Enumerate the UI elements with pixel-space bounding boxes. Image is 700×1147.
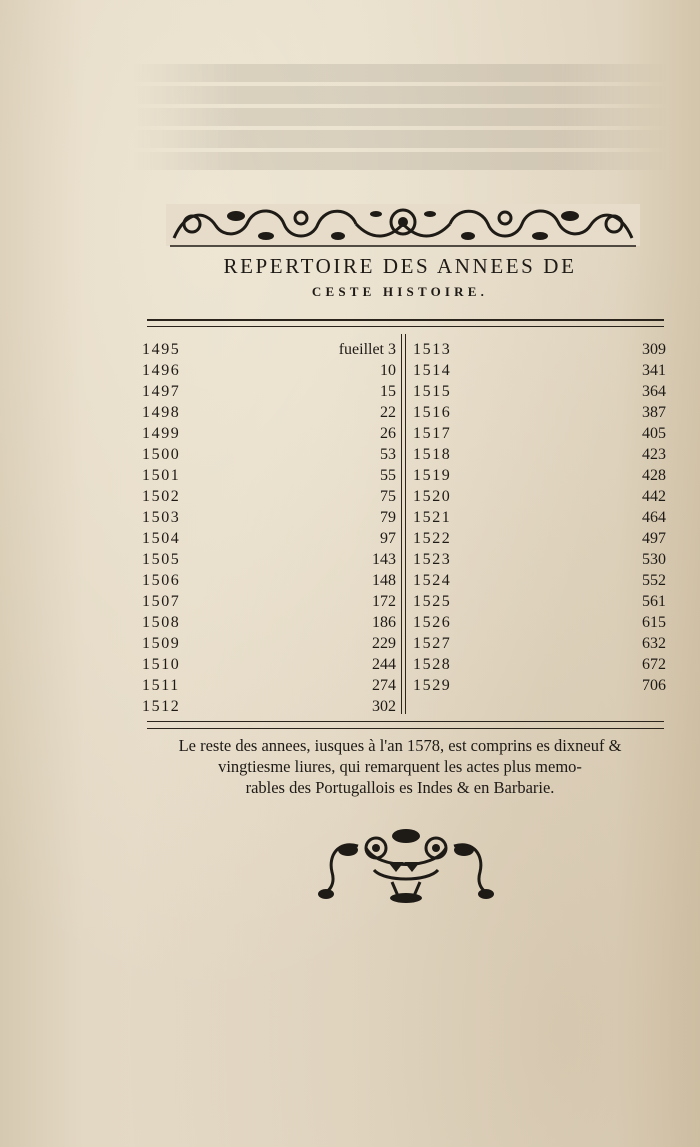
table-row [142,549,396,570]
page-number: 302 [372,698,396,715]
page-number: 405 [642,425,666,442]
year: 1504 [142,530,181,547]
page-number: 632 [642,635,666,652]
tailpiece-vase-ornament [318,826,494,906]
year: 1522 [413,530,452,547]
table-row [142,486,396,507]
table-row [142,570,396,591]
year: 1500 [142,446,181,463]
year: 1506 [142,572,181,589]
year: 1526 [413,614,452,631]
table-row [142,360,396,381]
page-number: 97 [380,530,396,547]
table-row [413,591,666,612]
year: 1527 [413,635,452,652]
page-number: 672 [642,656,666,673]
year: 1508 [142,614,181,631]
year: 1499 [142,425,181,442]
column-divider [401,334,406,714]
year: 1514 [413,362,452,379]
page-number: 10 [380,362,396,379]
page-number: 79 [380,509,396,526]
year: 1521 [413,509,452,526]
table-row [142,612,396,633]
table-row [413,612,666,633]
page-title: REPERTOIRE DES ANNEES DE [223,254,577,278]
table-row [142,528,396,549]
page-number: 274 [372,677,396,694]
year: 1515 [413,383,452,400]
year: 1517 [413,425,452,442]
page-number: 428 [642,467,666,484]
page-number: 229 [372,635,396,652]
left-column [142,339,396,717]
page-number: 55 [380,467,396,484]
page-number: 186 [372,614,396,631]
table-row [142,381,396,402]
page-number: 530 [642,551,666,568]
page-number: fueillet 3 [338,341,396,358]
year: 1511 [142,677,180,694]
table-row [413,675,666,696]
page-number: 244 [372,656,396,673]
page-number: 423 [642,446,666,463]
table-row [413,381,666,402]
page-number: 497 [642,530,666,547]
page-number: 75 [380,488,396,505]
note-line: Le reste des annees, iusques à l'an 1578, est comprins es dixneuf & [178,736,622,755]
year: 1498 [142,404,181,421]
page-number: 464 [642,509,666,526]
page-number: 22 [380,404,396,421]
year: 1512 [142,698,181,715]
year: 1507 [142,593,181,610]
year: 1503 [142,509,181,526]
table-row [142,402,396,423]
table-top-rule-thin [147,326,664,327]
table-row [142,633,396,654]
closing-note [160,735,640,798]
year: 1509 [142,635,181,652]
page-number: 148 [372,572,396,589]
note-line: rables des Portugallois es Indes & en Barbarie. [245,778,555,797]
year: 1510 [142,656,181,673]
year: 1524 [413,572,452,589]
page-number: 172 [372,593,396,610]
page-number: 15 [380,383,396,400]
year: 1513 [413,341,452,358]
page-number: 309 [642,341,666,358]
table-row [413,633,666,654]
table-row [413,654,666,675]
year: 1525 [413,593,452,610]
headpiece-ornament [166,200,640,250]
page-number: 341 [642,362,666,379]
table-row [142,696,396,717]
page-number: 53 [380,446,396,463]
page-number: 706 [642,677,666,694]
year: 1528 [413,656,452,673]
year: 1501 [142,467,181,484]
page-number: 26 [380,425,396,442]
note-line: vingtiesme liures, qui remarquent les actes plus memo- [218,757,582,776]
year: 1495 [142,341,181,358]
table-row [142,423,396,444]
table-row [413,549,666,570]
page-subtitle: CESTE HISTOIRE. [311,284,489,299]
year: 1505 [142,551,181,568]
table-row [413,339,666,360]
table-row [142,591,396,612]
page-number: 364 [642,383,666,400]
year: 1497 [142,383,181,400]
table-row [142,339,396,360]
table-bottom-rule [147,721,664,722]
year: 1518 [413,446,452,463]
table-row [142,654,396,675]
year: 1519 [413,467,452,484]
table-row [413,486,666,507]
table-row [413,465,666,486]
year: 1520 [413,488,452,505]
bleed-through-text [130,60,670,200]
page-number: 442 [642,488,666,505]
page-number: 615 [642,614,666,631]
table-row [413,507,666,528]
table-row [413,528,666,549]
table-bottom-rule-thin [147,728,664,729]
right-column [413,339,666,696]
year: 1502 [142,488,181,505]
table-top-rule [147,319,664,321]
table-row [413,444,666,465]
page-number: 387 [642,404,666,421]
page-number: 143 [372,551,396,568]
table-row [142,507,396,528]
year: 1496 [142,362,181,379]
table-row [142,444,396,465]
year: 1523 [413,551,452,568]
table-row [142,675,396,696]
table-row [413,402,666,423]
year: 1529 [413,677,452,694]
year: 1516 [413,404,452,421]
table-row [142,465,396,486]
page-number: 552 [642,572,666,589]
table-row [413,423,666,444]
table-row [413,570,666,591]
page-number: 561 [642,593,666,610]
table-row [413,360,666,381]
